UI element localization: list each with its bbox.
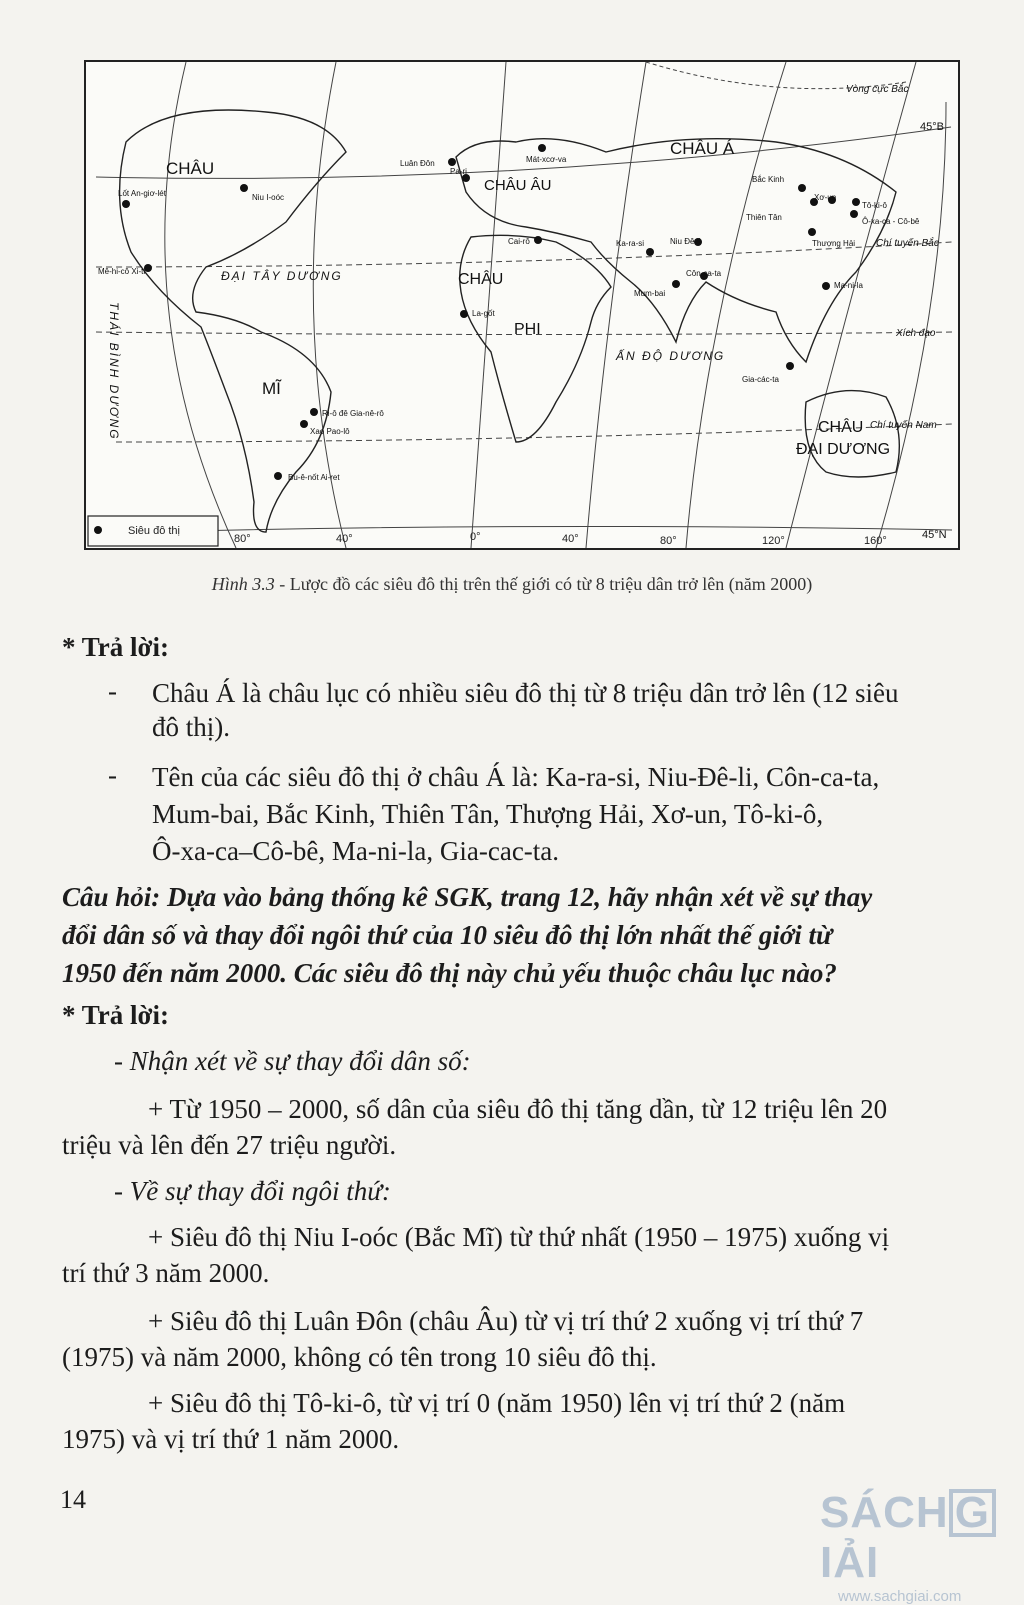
label-chau-phi-bottom: PHI [514, 321, 541, 338]
city-label: Niu I-oóc [252, 193, 285, 202]
city-label: La-gốt [472, 309, 495, 318]
city-label: Luân Đôn [400, 159, 435, 168]
city-label: Mum-bai [634, 289, 666, 298]
map-svg [86, 62, 958, 548]
city-label: Xơ-un [814, 193, 837, 202]
city-label: Côn-ca-ta [686, 269, 722, 278]
city-label: Pa-ri [450, 167, 467, 176]
lon-label: 40° [336, 533, 353, 545]
question-l3: 1950 đến năm 2000. Các siêu đô thị này chủ yếu thuộc châu lục nào? [62, 958, 837, 988]
watermark-brand [820, 1488, 1024, 1588]
answer2-p4-l2: 1975) và vị trí thứ 1 năm 2000. [62, 1424, 400, 1454]
city-label: Tô-ki-ô [862, 201, 887, 210]
figure-caption [0, 574, 1024, 595]
longitude-labels [234, 531, 887, 547]
caption-prefix: Hình 3.3 [211, 574, 275, 594]
answer2-p2-l1: + Siêu đô thị Niu I-oóc (Bắc Mĩ) từ thứ nhất (1950 – 1975) xuống vị [148, 1222, 890, 1252]
city-label: Cai-rô [508, 237, 530, 246]
city-label: Bu-ê-nốt Ai-ret [288, 473, 340, 482]
city-label: Ka-ra-si [616, 239, 645, 248]
legend-marker [94, 526, 102, 534]
watermark-brand-b: G [949, 1489, 996, 1537]
question-l1: Câu hỏi: Dựa vào bảng thống kê SGK, trang 12, hãy nhận xét về sự thay [62, 882, 873, 912]
label-chi-tuyen-bac: Chí tuyến Bắc [876, 238, 939, 249]
answer2-p1-l2: triệu và lên đến 27 triệu người. [62, 1130, 397, 1160]
africa-shape [460, 235, 611, 442]
label-dai-tay-duong: ĐẠI TÂY DƯƠNG [221, 269, 343, 283]
label-chi-tuyen-nam: Chí tuyến Nam [870, 420, 937, 431]
legend-label: Siêu đô thị [128, 525, 180, 537]
lon-label: 160° [864, 535, 887, 547]
label-lat-45s: 45°N [922, 529, 947, 541]
lon-label: 80° [234, 533, 251, 545]
city-label: Gia-các-ta [742, 375, 779, 384]
answer1-b2-l2: Mum-bai, Bắc Kinh, Thiên Tân, Thượng Hải, Xơ-un, Tô-ki-ô, [152, 799, 824, 829]
lon-label: 0° [470, 531, 481, 543]
answer1-b1-l2: đô thị). [152, 712, 230, 742]
label-thai-binh-duong: THÁI BÌNH DƯƠNG [107, 302, 121, 441]
label-chau-my-top: CHÂU [166, 159, 215, 178]
lon-label: 40° [562, 533, 579, 545]
watermark [820, 1488, 1024, 1605]
label-chau-au: CHÂU ÂU [484, 177, 552, 194]
city-label: Xao Pao-lô [310, 427, 350, 436]
city-label: Thượng Hải [812, 239, 856, 248]
answer2-p2-l2: trí thứ 3 năm 2000. [62, 1258, 270, 1288]
city-label: Lốt An-giơ-lét [118, 189, 166, 198]
answer2-sub1: - Nhận xét về sự thay đổi dân số: [114, 1046, 471, 1076]
lon-label: 120° [762, 535, 785, 547]
label-chau-phi-top: CHÂU [458, 271, 504, 288]
world-megacities-map [84, 60, 960, 550]
label-an-do-duong: ẤN ĐỘ DƯƠNG [616, 349, 726, 363]
city-label: Bắc Kinh [752, 175, 785, 184]
answer2-sub2: - Về sự thay đổi ngôi thứ: [114, 1176, 391, 1206]
region-labels [107, 82, 947, 541]
caption-text: - Lược đồ các siêu đô thị trên thế giới có từ 8 triệu dân trở lên (năm 2000) [274, 574, 813, 594]
city-label: Mê-hi-cô Xi-ti [98, 267, 146, 276]
answer2-p3-l2: (1975) và năm 2000, không có tên trong 10 siêu đô thị. [62, 1342, 657, 1372]
answer2-heading: * Trả lời: [62, 1000, 169, 1030]
graticule [96, 62, 952, 548]
label-xich-dao: Xích đạo [896, 328, 936, 339]
label-lat-45n: 45°B [920, 121, 944, 133]
city-label: Niu Đê-li [670, 237, 701, 246]
answer2-p4-l1: + Siêu đô thị Tô-ki-ô, từ vị trí 0 (năm 1950) lên vị trí thứ 2 (năm [148, 1388, 846, 1418]
answer1-b1-l1: Châu Á là châu lục có nhiều siêu đô thị từ 8 triệu dân trở lên (12 siêu [152, 678, 899, 708]
answer1-b2-l3: Ô-xa-ca–Cô-bê, Ma-ni-la, Gia-cac-ta. [152, 836, 560, 866]
bullet-dash: - [108, 760, 117, 790]
watermark-brand-c: IẢI [820, 1538, 880, 1587]
answer1-b2-l1: Tên của các siêu đô thị ở châu Á là: Ka-ra-si, Niu-Đê-li, Côn-ca-ta, [152, 762, 880, 792]
americas-shape [120, 110, 346, 532]
label-chau-dai-duong-bottom: ĐẠI DƯƠNG [796, 441, 891, 458]
city-label: Ma-ni-la [834, 281, 863, 290]
city-markers [98, 144, 920, 482]
label-chau-dai-duong-top: CHÂU [818, 419, 864, 436]
city-label: Mát-xcơ-va [526, 155, 567, 164]
city-label: Thiên Tân [746, 213, 782, 222]
bullet-dash: - [108, 676, 117, 706]
question-l2: đổi dân số và thay đổi ngôi thứ của 10 siêu đô thị lớn nhất thế giới từ [62, 920, 833, 950]
watermark-url: www.sachgiai.com [838, 1588, 962, 1605]
city-label: Ô-xa-ca - Cô-bê [862, 217, 920, 226]
answer2-p1-l1: + Từ 1950 – 2000, số dân của siêu đô thị tăng dần, từ 12 triệu lên 20 [148, 1094, 888, 1124]
lon-label: 80° [660, 535, 677, 547]
label-chau-a: CHÂU Á [670, 139, 735, 158]
label-chau-my-bottom: MĨ [262, 379, 281, 398]
page-number: 14 [60, 1485, 86, 1514]
answer1-heading: * Trả lời: [62, 632, 169, 662]
city-label: Ri-ô đê Gia-nê-rô [322, 409, 384, 418]
answer2-p3-l1: + Siêu đô thị Luân Đôn (châu Âu) từ vị trí thứ 2 xuống vị trí thứ 7 [148, 1306, 864, 1336]
watermark-brand-a: SÁCH [820, 1488, 949, 1537]
continent-outlines [120, 110, 900, 532]
label-vong-cuc-bac: Vòng cực Bắc [846, 84, 909, 95]
